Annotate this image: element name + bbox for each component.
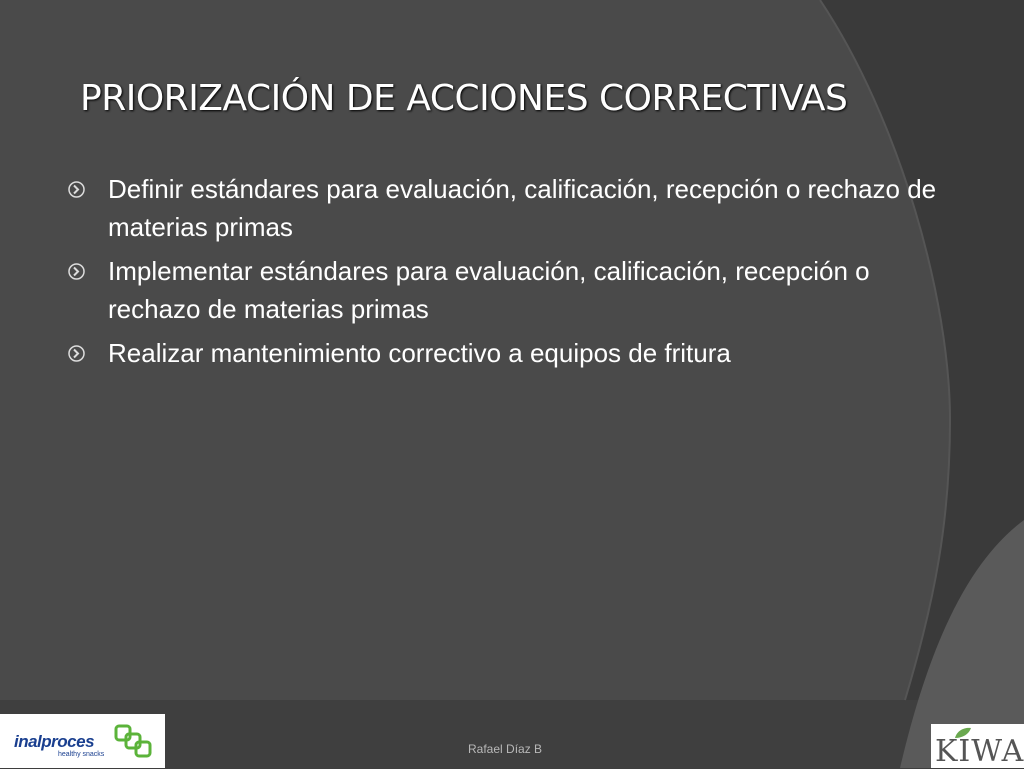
bullet-item — [62, 334, 942, 372]
bullet-item — [62, 170, 942, 246]
logo-brand-text: inalproces — [14, 732, 95, 751]
bullet-text: Definir estándares para evaluación, calificación, recepción o rechazo de materias primas — [108, 174, 937, 242]
logo-mark-icon — [114, 724, 154, 758]
circled-chevron-icon — [68, 181, 85, 198]
bullet-text: Implementar estándares para evaluación, calificación, recepción o rechazo de materias primas — [108, 256, 870, 324]
inalproces-logo — [0, 714, 165, 768]
kiwa-logo — [931, 724, 1024, 768]
bullet-text: Realizar mantenimiento correctivo a equipos de fritura — [108, 338, 731, 368]
bullet-list — [62, 170, 942, 378]
slide-title: PRIORIZACIÓN DE ACCIONES CORRECTIVAS — [80, 78, 848, 119]
bullet-item — [62, 252, 942, 328]
logo-brand-text: KIWA — [935, 734, 1024, 769]
footer-author: Rafael Díaz B — [468, 742, 543, 756]
logo-tagline: healthy snacks — [58, 751, 105, 758]
circled-chevron-icon — [68, 263, 85, 280]
circled-chevron-icon — [68, 345, 85, 362]
